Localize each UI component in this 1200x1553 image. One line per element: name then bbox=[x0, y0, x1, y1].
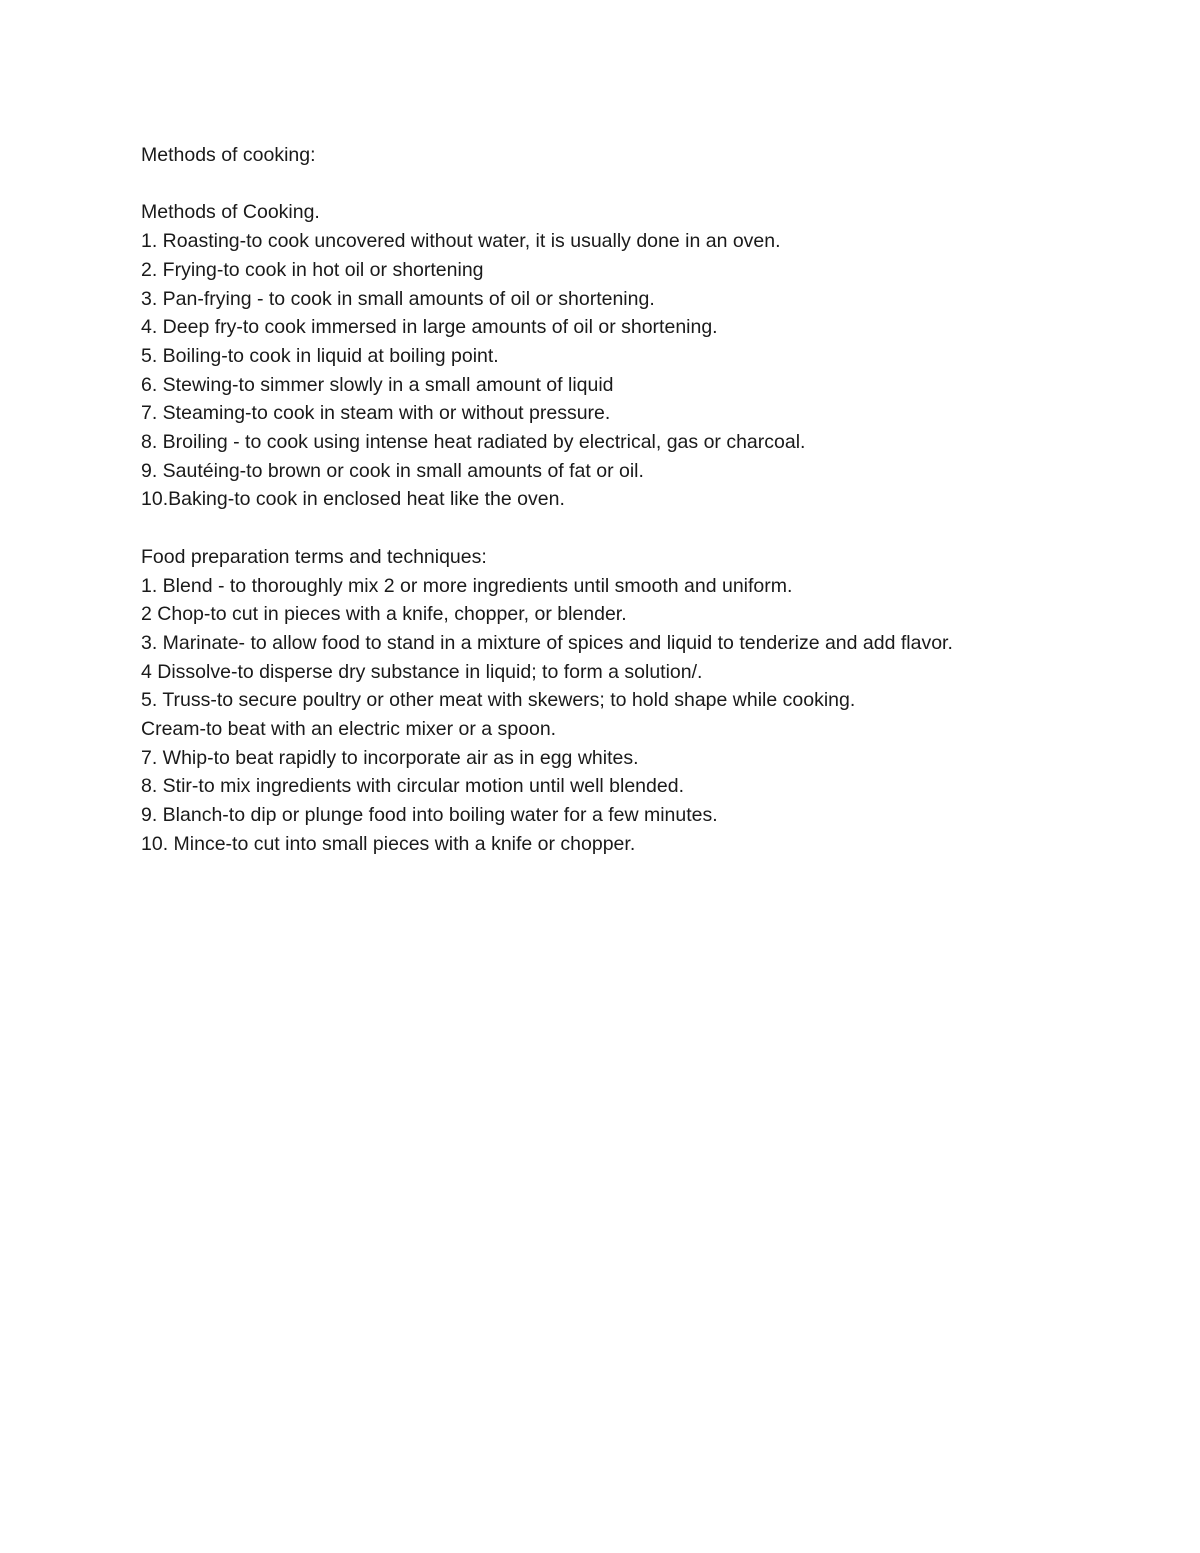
methods-item-9: 9. Sautéing-to brown or cook in small amounts of fat or oil. bbox=[141, 459, 644, 482]
methods-item-2: 2. Frying-to cook in hot oil or shortening bbox=[141, 258, 484, 281]
techniques-item-1: 1. Blend - to thoroughly mix 2 or more ingredients until smooth and uniform. bbox=[141, 574, 793, 597]
methods-title: Methods of Cooking. bbox=[141, 201, 320, 224]
techniques-title: Food preparation terms and techniques: bbox=[141, 545, 487, 568]
techniques-item-8: 8. Stir-to mix ingredients with circular motion until well blended. bbox=[141, 775, 684, 798]
methods-item-8: 8. Broiling - to cook using intense heat radiated by electrical, gas or charcoal. bbox=[141, 431, 806, 454]
methods-item-4: 4. Deep fry-to cook immersed in large amounts of oil or shortening. bbox=[141, 316, 718, 339]
techniques-item-5: 5. Truss-to secure poultry or other meat with skewers; to hold shape while cooking. bbox=[141, 689, 856, 712]
document-heading: Methods of cooking: bbox=[141, 144, 316, 166]
methods-item-1: 1. Roasting-to cook uncovered without water, it is usually done in an oven. bbox=[141, 230, 781, 253]
techniques-item-2: 2 Chop-to cut in pieces with a knife, chopper, or blender. bbox=[141, 603, 627, 626]
methods-item-7: 7. Steaming-to cook in steam with or without pressure. bbox=[141, 402, 611, 425]
methods-item-5: 5. Boiling-to cook in liquid at boiling point. bbox=[141, 344, 499, 367]
techniques-item-4: 4 Dissolve-to disperse dry substance in liquid; to form a solution/. bbox=[141, 660, 703, 683]
methods-item-3: 3. Pan-frying - to cook in small amounts of oil or shortening. bbox=[141, 287, 655, 310]
techniques-section bbox=[141, 543, 1141, 859]
methods-item-6: 6. Stewing-to simmer slowly in a small amount of liquid bbox=[141, 373, 614, 396]
techniques-item-6: Cream-to beat with an electric mixer or a spoon. bbox=[141, 718, 557, 741]
techniques-item-3: 3. Marinate- to allow food to stand in a mixture of spices and liquid to tenderize and add flavor. bbox=[141, 631, 953, 654]
spacer bbox=[141, 170, 1141, 199]
techniques-item-7: 7. Whip-to beat rapidly to incorporate air as in egg whites. bbox=[141, 746, 639, 769]
document-page bbox=[141, 141, 1141, 859]
methods-section bbox=[141, 198, 1141, 514]
methods-item-10: 10.Baking-to cook in enclosed heat like the oven. bbox=[141, 488, 565, 511]
spacer bbox=[141, 514, 1141, 543]
techniques-item-10: 10. Mince-to cut into small pieces with a knife or chopper. bbox=[141, 832, 636, 855]
techniques-item-9: 9. Blanch-to dip or plunge food into boiling water for a few minutes. bbox=[141, 804, 718, 827]
